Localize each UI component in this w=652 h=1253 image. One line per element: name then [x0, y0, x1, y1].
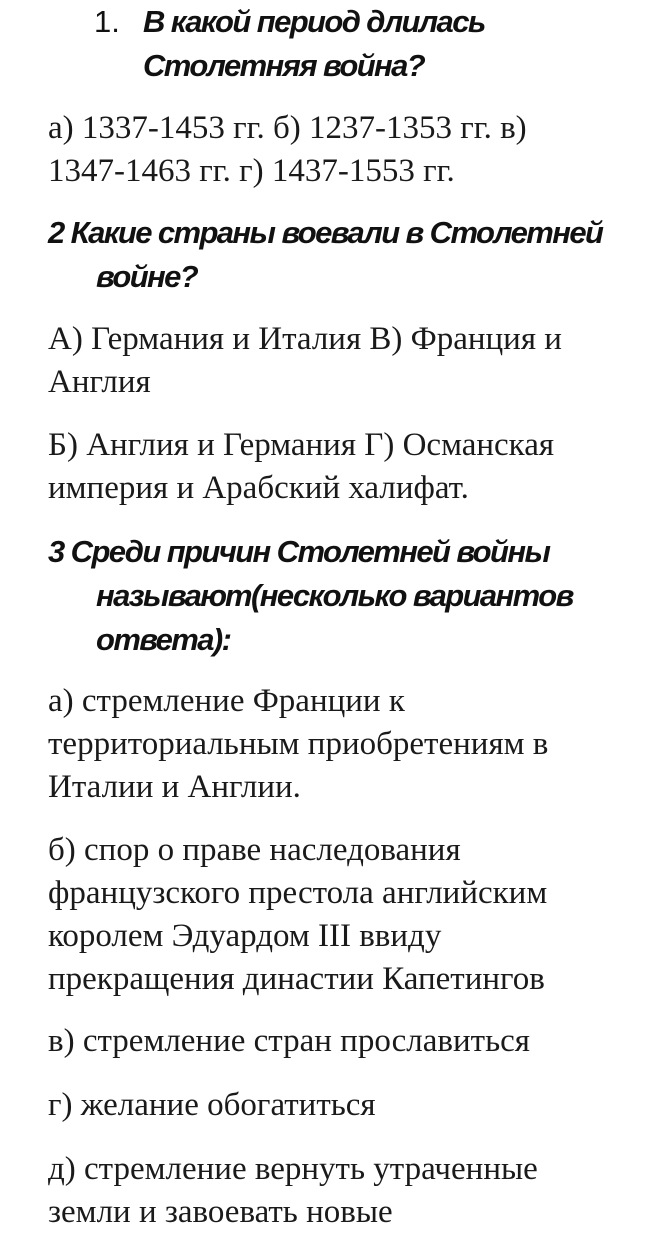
answer-line: королем Эдуардом III ввиду — [48, 918, 442, 954]
answer-line: в) стремление стран прославиться — [48, 1023, 530, 1059]
question-2-answer-option — [48, 318, 644, 404]
answer-line: французского престола английским — [48, 875, 548, 911]
answer-line: империя и Арабский халифат. — [48, 470, 469, 506]
question-1-title-line: В какой период длилась — [143, 4, 485, 39]
answer-line: Италии и Англии. — [48, 769, 301, 805]
question-3-answer-option — [48, 829, 644, 1001]
question-3-answer-option — [48, 1020, 644, 1063]
question-3-title-line: ответа): — [96, 622, 231, 657]
question-2-title-line: 2 Какие страны воевали в Столетней — [48, 215, 603, 250]
question-3-answer-option — [48, 1148, 644, 1234]
answer-line: земли и завоевать новые — [48, 1194, 393, 1230]
question-1-title-line: Столетняя война? — [143, 48, 425, 83]
answer-line: Б) Англия и Германия Г) Османская — [48, 427, 555, 463]
answer-line: прекращения династии Капетингов — [48, 961, 545, 997]
answer-line: территориальным приобретениям в — [48, 726, 549, 762]
answer-line: а) 1337-1453 гг. б) 1237-1353 гг. в) — [48, 110, 527, 146]
answer-line: Англия — [48, 364, 151, 400]
answer-line: б) спор о праве наследования — [48, 832, 461, 868]
answer-line: а) стремление Франции к — [48, 683, 405, 719]
question-2-title-line: войне? — [96, 259, 198, 294]
question-1-title — [143, 0, 485, 88]
answer-line: г) желание обогатиться — [48, 1087, 376, 1123]
answer-line: д) стремление вернуть утраченные — [48, 1151, 538, 1187]
question-3-answer-option — [48, 1084, 644, 1127]
question-3-answer-option — [48, 680, 644, 809]
question-3-title-line: называют(несколько вариантов — [96, 578, 573, 613]
question-3-title-line: 3 Среди причин Столетней войны — [48, 534, 550, 569]
answer-line: 1347-1463 гг. г) 1437-1553 гг. — [48, 153, 455, 189]
question-2-answer-option — [48, 424, 644, 510]
question-3-title — [48, 530, 573, 662]
question-1-number: 1. — [94, 4, 120, 39]
question-1-answers — [48, 107, 644, 193]
question-2-title — [48, 211, 602, 299]
answer-line: А) Германия и Италия В) Франция и — [48, 321, 562, 357]
